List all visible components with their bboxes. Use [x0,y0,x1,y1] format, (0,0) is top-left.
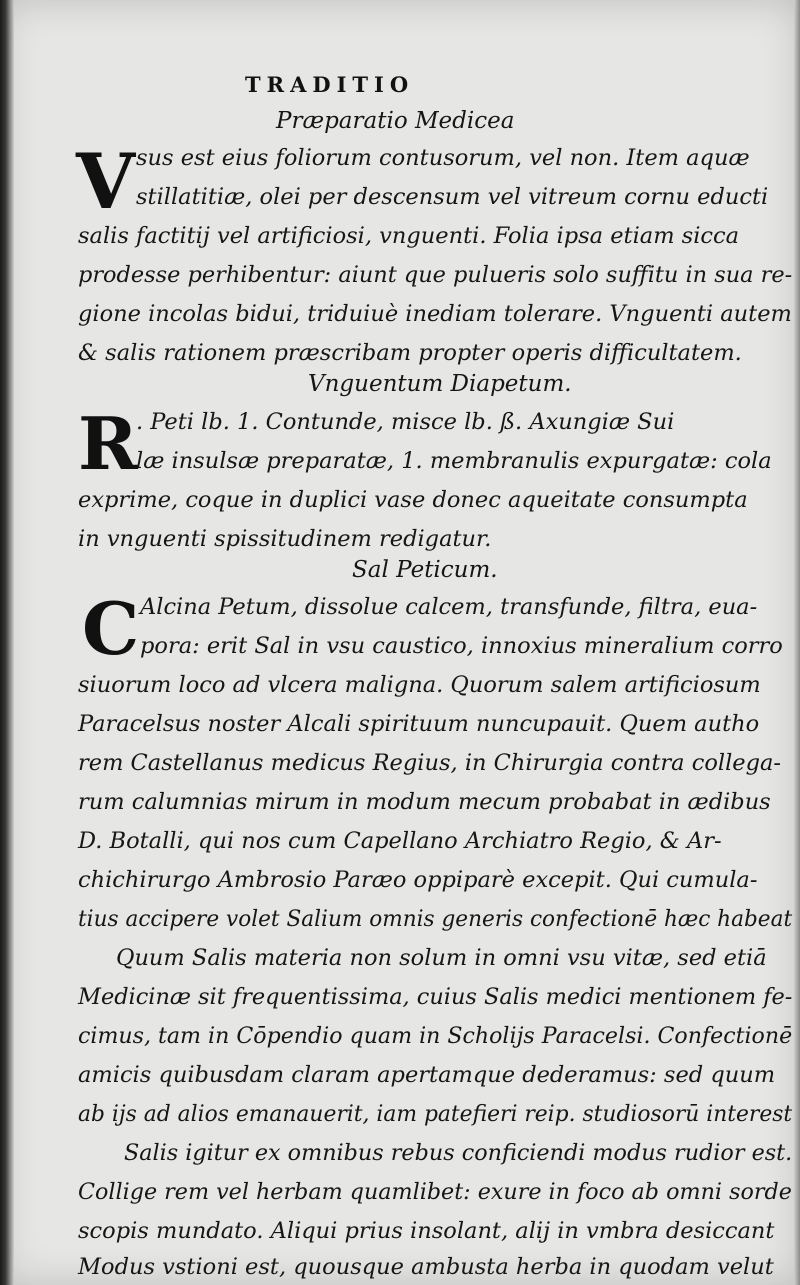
text-line: scopis mundato. Aliqui prius insolant, alij in vmbra desiccant [78,1218,775,1244]
text-line: amicis quibusdam claram apertamque dederamus: sed quum [78,1062,776,1088]
text-line: in vnguenti spissitudinem redigatur. [78,526,492,552]
text-line: tius accipere volet Salium omnis generis confectionē hæc habeat [78,906,793,932]
text-line: Paracelsus noster Alcali spirituum nuncupauit. Quem autho [78,711,760,737]
text-line: siuorum loco ad vlcera maligna. Quorum salem artificiosum [78,672,761,698]
text-line: D. Botalli, qui nos cum Capellano Archiatro Regio, & Ar- [78,828,722,854]
text-line: stillatitiæ, olei per descensum vel vitreum cornu educti [136,184,769,210]
section-heading-sal-peticum: Sal Peticum. [352,557,498,583]
section-heading-vnguentum: Vnguentum Diapetum. [308,371,572,397]
text-line: Salis igitur ex omnibus rebus conficiendi modus rudior est. [124,1140,793,1166]
text-line: ab ijs ad alios emanauerit, iam patefieri reip. studiosorū interest [78,1101,793,1127]
text-line: & salis rationem præscribam propter operis difficultatem. [78,340,742,366]
running-head: TRADITIO [245,72,415,97]
text-line: gione incolas bidui, triduiuè inediam tolerare. Vnguenti autem [78,301,792,327]
text-line: rem Castellanus medicus Regius, in Chirurgia contra collega- [78,750,782,776]
text-line: læ insulsæ preparatæ, 1. membranulis expurgatæ: cola [136,448,772,474]
text-line: rum calumnias mirum in modum mecum probabat in ædibus [78,789,771,815]
section-heading-preparatio: Præparatio Medicea [276,108,515,134]
text-line: pora: erit Sal in vsu caustico, innoxius mineralium corro [140,633,783,659]
drop-cap-v: V [76,137,135,226]
text-line: cimus, tam in Cōpendio quam in Scholijs Paracelsi. Confectionē [78,1023,793,1049]
page-edge [794,0,800,1285]
page-gutter-shadow [0,0,14,1285]
text-line: exprime, coque in duplici vase donec aqueitate consumpta [78,487,748,513]
text-line: Alcina Petum, dissolue calcem, transfunde, filtra, eua- [140,594,758,620]
text-line: . Peti lb. 1. Contunde, misce lb. ß. Axungiæ Sui [136,409,675,435]
drop-cap-r: R [78,401,138,486]
text-line: Medicinæ sit frequentissima, cuius Salis medici mentionem fe- [78,984,793,1010]
text-line: Modus vstioni est, quousque ambusta herba in quodam velut [78,1254,774,1280]
text-line: prodesse perhibentur: aiunt que pulueris solo suffitu in sua re- [78,262,793,288]
text-line: Collige rem vel herbam quamlibet: exure in foco ab omni sorde [78,1179,792,1205]
text-line: chichirurgo Ambrosio Paræo oppiparè excepit. Qui cumula- [78,867,758,893]
text-line: salis factitij vel artificiosi, vnguenti. Folia ipsa etiam sicca [78,223,740,249]
text-line: Quum Salis materia non solum in omni vsu vitæ, sed etiā [116,945,767,971]
drop-cap-c: C [82,586,140,671]
text-line: sus est eius foliorum contusorum, vel non. Item aquæ [136,145,750,171]
